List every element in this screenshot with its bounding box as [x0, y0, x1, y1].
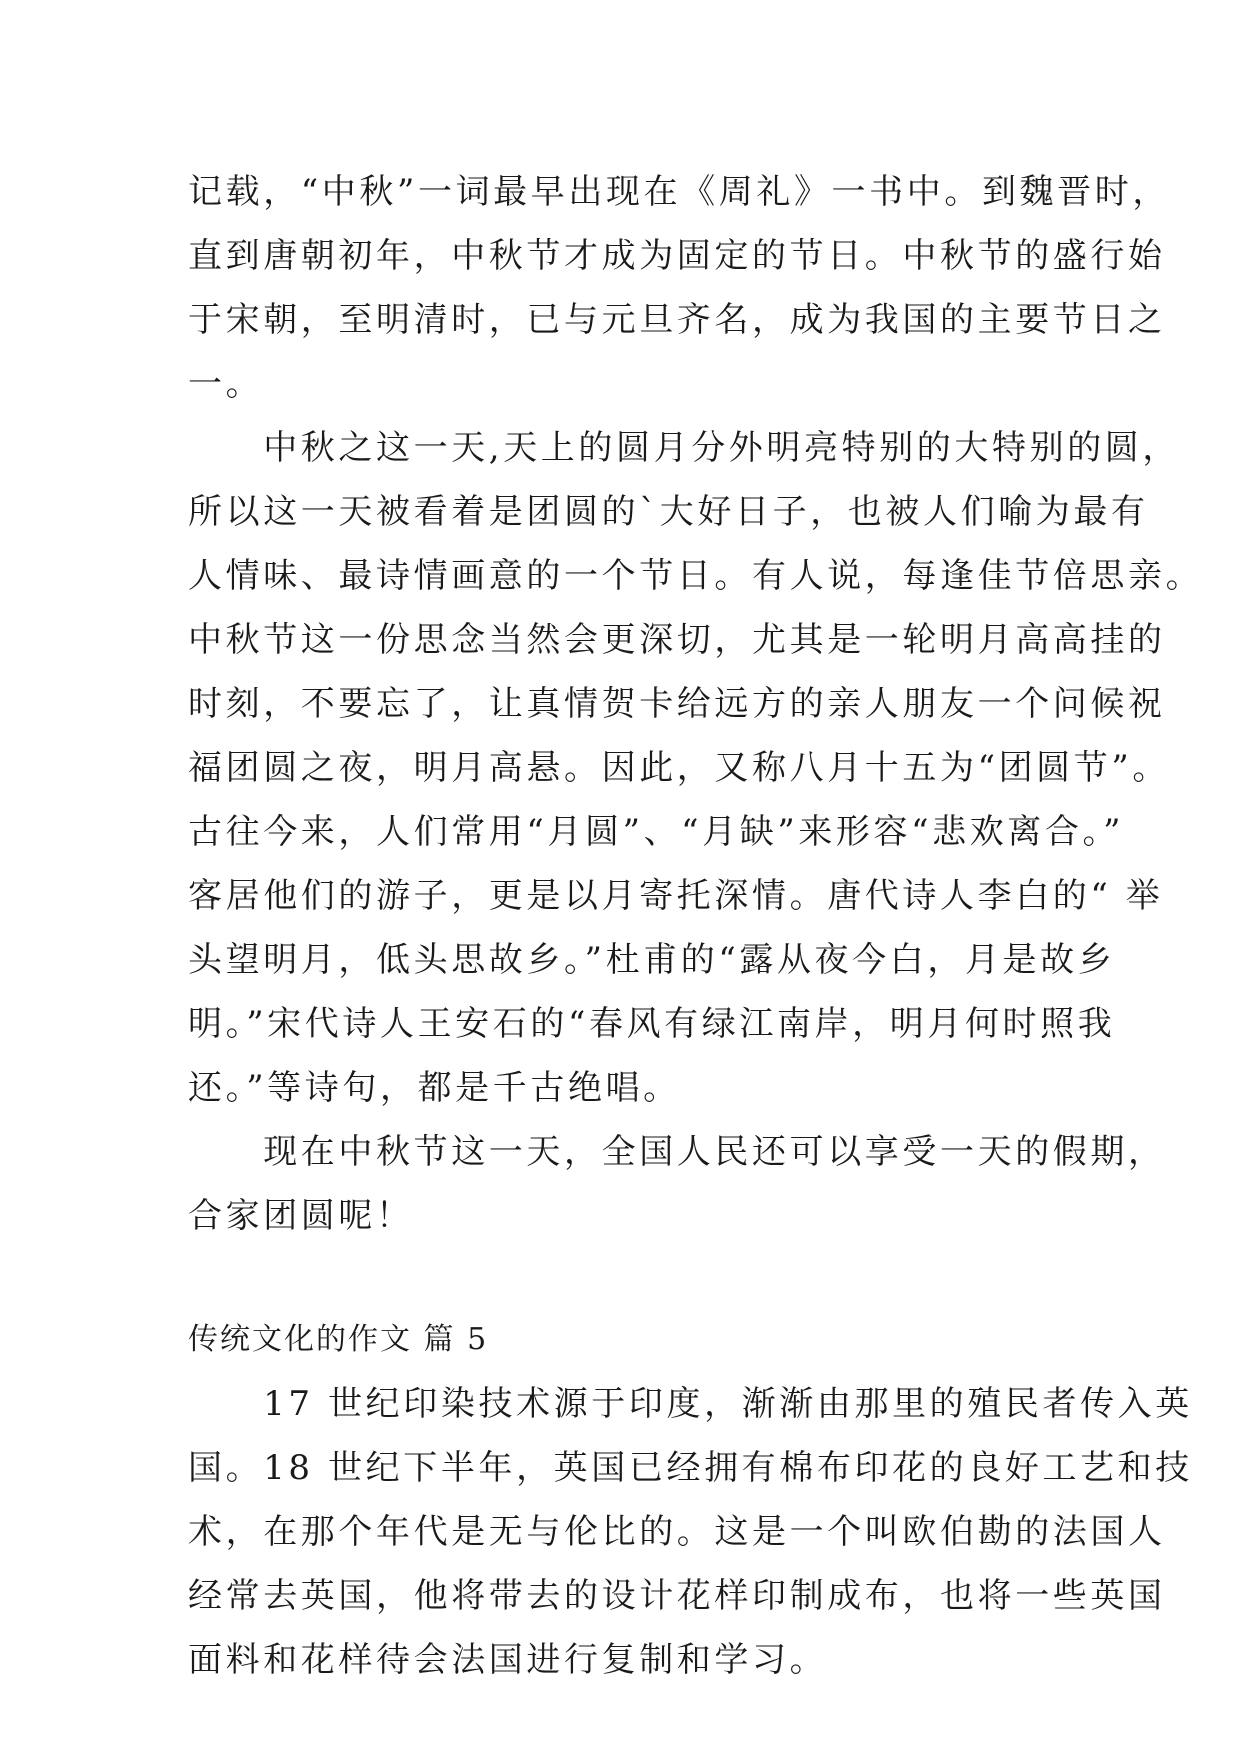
text-line: 所以这一天被看着是团圆的`大好日子，也被人们喻为最有	[188, 492, 1149, 532]
text-line: 面料和花样待会法国进行复制和学习。	[188, 1640, 828, 1680]
text-line: 还。”等诗句，都是千古绝唱。	[188, 1068, 681, 1108]
text-line: 记载，“中秋”一词最早出现在《周礼》一书中。到魏晋时，	[188, 172, 1170, 212]
text-line: 国。18 世纪下半年，英国已经拥有棉布印花的良好工艺和技	[188, 1448, 1193, 1488]
document-page	[188, 160, 1204, 1692]
text-line: 中秋之这一天,天上的圆月分外明亮特别的大特别的圆，	[188, 428, 1181, 468]
text-line: 头望明月，低头思故乡。”杜甫的“露从夜今白，月是故乡	[188, 940, 1116, 980]
paragraph-3	[188, 1120, 1166, 1248]
text-line: 人情味、最诗情画意的一个节日。有人说，每逢佳节倍思亲。	[188, 556, 1204, 596]
section-heading: 传统文化的作文 篇 5	[188, 1322, 489, 1357]
text-line: 古往今来，人们常用“月圆”、“月缺”来形容“悲欢离合。”	[188, 812, 1125, 852]
text-line: 明。”宋代诗人王安石的“春风有绿江南岸，明月何时照我	[188, 1004, 1116, 1044]
text-line: 福团圆之夜，明月高悬。因此，又称八月十五为“团圆节”。	[188, 748, 1170, 788]
text-line: 术，在那个年代是无与伦比的。这是一个叫欧伯勘的法国人	[188, 1512, 1166, 1552]
paragraph-1	[188, 160, 1170, 416]
paragraph-2	[188, 416, 1204, 1120]
text-line: 于宋朝，至明清时，已与元旦齐名，成为我国的主要节日之	[188, 300, 1166, 340]
text-line: 现在中秋节这一天，全国人民还可以享受一天的假期，	[188, 1132, 1166, 1172]
section-spacer	[188, 1248, 1056, 1308]
text-line: 合家团圆呢！	[188, 1196, 414, 1236]
text-line: 直到唐朝初年，中秋节才成为固定的节日。中秋节的盛行始	[188, 236, 1166, 276]
text-line: 客居他们的游子，更是以月寄托深情。唐代诗人李白的“ 举	[188, 876, 1164, 916]
text-line: 17 世纪印染技术源于印度，渐渐由那里的殖民者传入英	[188, 1384, 1193, 1424]
text-line: 时刻，不要忘了，让真情贺卡给远方的亲人朋友一个问候祝	[188, 684, 1166, 724]
text-line: 一。	[188, 364, 264, 404]
paragraph-4	[188, 1372, 1193, 1692]
text-line: 中秋节这一份思念当然会更深切，尤其是一轮明月高高挂的	[188, 620, 1166, 660]
text-line: 经常去英国，他将带去的设计花样印制成布，也将一些英国	[188, 1576, 1166, 1616]
